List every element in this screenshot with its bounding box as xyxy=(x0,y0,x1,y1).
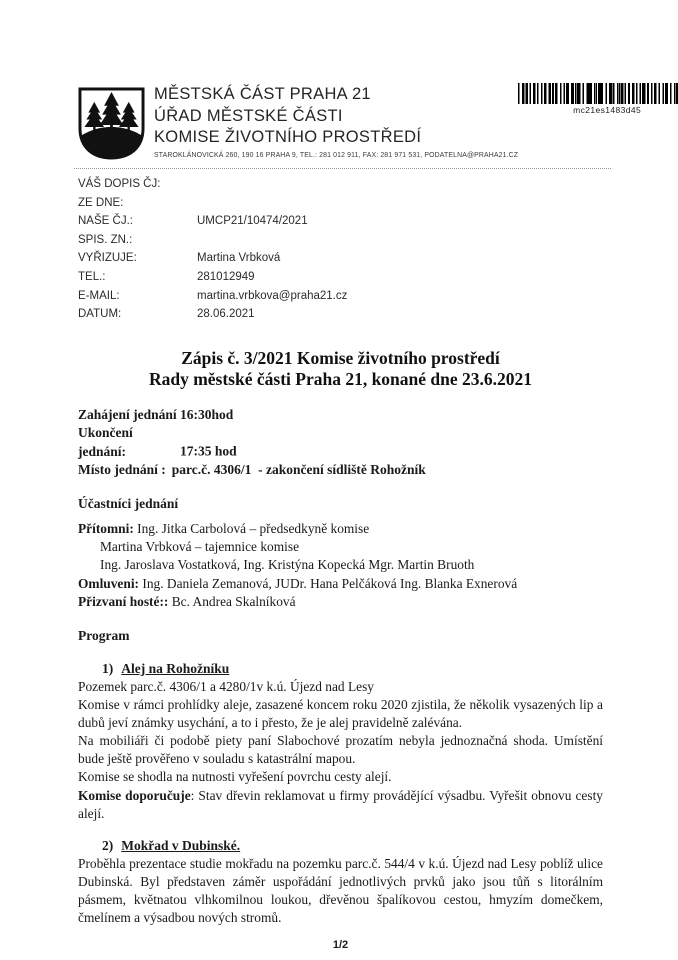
header-divider xyxy=(74,168,611,169)
participant-line xyxy=(78,538,603,556)
document-title xyxy=(78,348,603,391)
letterhead xyxy=(78,85,642,160)
meta-row xyxy=(78,194,603,213)
meta-row xyxy=(78,212,603,231)
program-item-paragraph: Komise se shodla na nutnosti vyřešení povrchu cesty alejí. xyxy=(78,769,392,785)
participant-line xyxy=(78,575,603,593)
participant-role-label: Přizvaní hosté:: xyxy=(78,593,169,609)
session-row xyxy=(78,406,603,424)
meta-row xyxy=(78,305,603,324)
program-item-number: 1) xyxy=(102,660,114,676)
meta-value: UMCP21/10474/2021 xyxy=(197,215,308,228)
participant-role-label: Přítomni: xyxy=(78,520,134,536)
program-item-number: 2) xyxy=(102,837,114,853)
document-title-line-2: Rady městské části Praha 21, konané dne 23.6.2021 xyxy=(148,369,533,390)
org-name-line-2: ÚŘAD MĚSTSKÉ ČÁSTI xyxy=(154,106,343,125)
recommendation-text: : Stav dřevin reklamovat u firmy provádějící výsadbu. Vyřešit obnovu cesty alejí. xyxy=(78,787,603,821)
session-label: Ukončení jednání: xyxy=(78,425,137,459)
session-info xyxy=(78,406,603,480)
program-item-2-heading xyxy=(78,837,603,855)
participant-line xyxy=(78,520,603,538)
meta-row xyxy=(78,249,603,268)
participant-line xyxy=(78,556,603,574)
coat-of-arms-icon xyxy=(78,87,145,160)
participant-names: Martina Vrbková – tajemnice komise xyxy=(100,539,300,555)
session-value: 16:30hod xyxy=(180,406,234,422)
meta-row xyxy=(78,231,603,250)
meta-row xyxy=(78,175,603,194)
program-item-paragraph: Proběhla prezentace studie mokřadu na pozemku parc.č. 544/4 v k.ú. Újezd nad Lesy poblíž ulice Dubinská. Byl představen záměr uspořádání jednotlivých prvků jako jsou tůň s litorálním pásmem, květnatou vlhkomilnou loukou, dřevěnou špalíkovou cestou, hmyzím domečkem, čmelínem a výsadbou nových stromů. xyxy=(78,856,603,926)
program-item-1-heading xyxy=(78,660,603,678)
meta-label: VÁŠ DOPIS ČJ: xyxy=(78,178,161,190)
meta-value: martina.vrbkova@praha21.cz xyxy=(197,289,348,302)
meta-row xyxy=(78,268,603,287)
program-item-recommendation xyxy=(78,787,603,823)
program-item-1 xyxy=(78,660,603,823)
org-address-line: STAROKLÁNOVICKÁ 260, 190 16 PRAHA 9, TEL.: 281 012 911, FAX: 281 971 531, PODATELNA@PRAHA21.CZ xyxy=(154,151,519,159)
org-name-line-1: MĚSTSKÁ ČÁST PRAHA 21 xyxy=(154,85,371,103)
meta-label: E-MAIL: xyxy=(78,289,120,302)
participants-list xyxy=(78,520,603,611)
barcode xyxy=(518,83,678,115)
meta-label: ZE DNE: xyxy=(78,196,124,209)
participant-names: Ing. Jaroslava Vostatková, Ing. Kristýna Kopecká Mgr. Martin Bruoth xyxy=(100,557,475,573)
program-item-title: Alej na Rohožníku xyxy=(121,660,230,676)
session-value: parc.č. 4306/1 - zakončení sídliště Rohožník xyxy=(171,461,426,477)
meta-value: Martina Vrbková xyxy=(197,252,281,265)
meta-label: VYŘIZUJE: xyxy=(78,252,137,265)
letterhead-left xyxy=(78,87,518,160)
org-block xyxy=(154,84,518,159)
meta-label: DATUM: xyxy=(78,308,122,321)
participant-names: Bc. Andrea Skalníková xyxy=(168,593,296,609)
meta-label: NAŠE ČJ.: xyxy=(78,215,133,228)
session-value: 17:35 hod xyxy=(180,443,237,459)
participant-names: Ing. Jitka Carbolová – předsedkyně komise xyxy=(133,520,370,536)
barcode-label: mc21es1483d45 xyxy=(573,105,642,115)
meta-value: 28.06.2021 xyxy=(197,308,255,321)
meta-row xyxy=(78,287,603,306)
program-item-paragraph: Komise v rámci prohlídky aleje, zasazené koncem roku 2020 zjistila, že několik vysazených lip a dubů jeví známky usychání, a to i přesto, že je alej pravidelně zalévána. xyxy=(78,697,603,731)
participant-role-label: Omluveni: xyxy=(78,575,140,591)
meta-value: 281012949 xyxy=(197,270,255,283)
program-item-title: Mokřad v Dubinské. xyxy=(121,837,241,853)
meta-label: TEL.: xyxy=(78,270,106,283)
session-label: Místo jednání : xyxy=(78,461,166,477)
reference-block xyxy=(78,175,603,324)
participants-heading: Účastníci jednání xyxy=(78,496,179,512)
barcode-bars-icon xyxy=(518,83,678,104)
program-item-paragraph: Na mobiliáři či podobě piety paní Slabochové prozatím nebyla jednoznačná shoda. Umístění bude ještě prověřeno v souladu s katastrální mapou. xyxy=(78,733,603,767)
program-item-2 xyxy=(78,837,603,928)
session-row xyxy=(78,461,603,479)
meta-label: SPIS. ZN.: xyxy=(78,233,133,246)
program-item-paragraph: Pozemek parc.č. 4306/1 a 4280/1v k.ú. Újezd nad Lesy xyxy=(78,678,374,694)
recommendation-label: Komise doporučuje xyxy=(78,787,191,803)
page-number: 1/2 xyxy=(332,939,349,952)
participant-names: Ing. Daniela Zemanová, JUDr. Hana Pelčáková Ing. Blanka Exnerová xyxy=(139,575,518,591)
session-label: Zahájení jednání xyxy=(78,406,177,422)
document-title-line-1: Zápis č. 3/2021 Komise životního prostředí xyxy=(181,347,500,368)
org-name-line-3: KOMISE ŽIVOTNÍHO PROSTŘEDÍ xyxy=(154,128,422,146)
participant-line xyxy=(78,593,603,611)
program-heading: Program xyxy=(78,628,130,644)
session-row xyxy=(78,424,603,461)
